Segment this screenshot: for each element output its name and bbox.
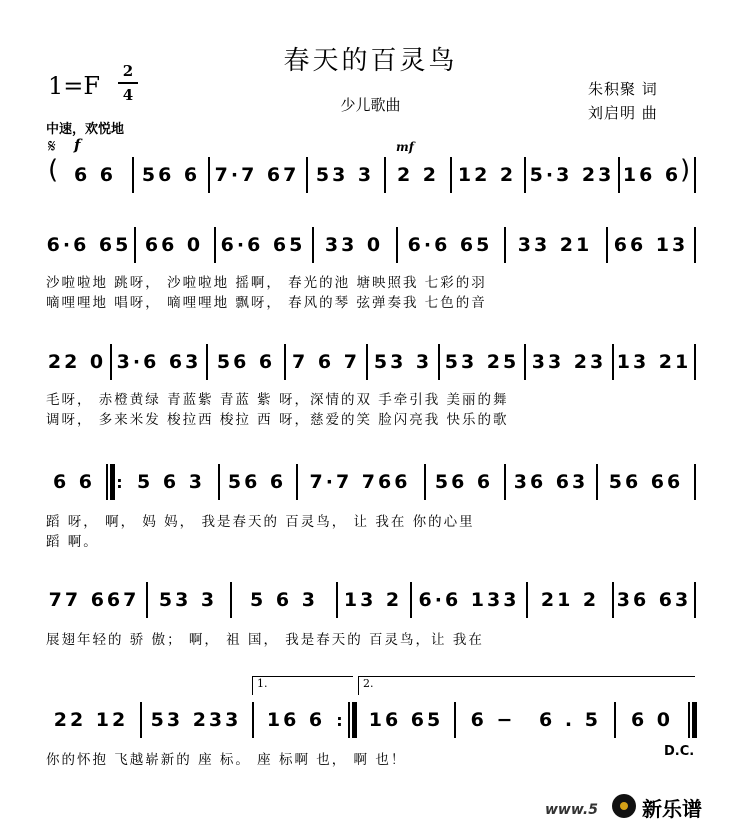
- measure: 21 2: [540, 589, 600, 611]
- segno-icon: 𝄋: [48, 136, 56, 157]
- repeat-end-barline: [348, 702, 350, 738]
- dynamic-mezzo-forte: mf: [396, 140, 414, 154]
- measure: 7·7 766: [309, 471, 411, 493]
- measure: 77 667: [48, 589, 140, 611]
- barline: [252, 702, 254, 738]
- barline: [524, 157, 526, 193]
- measure: 56 6: [227, 471, 287, 493]
- barline: [230, 582, 232, 618]
- measure: 53 3: [158, 589, 218, 611]
- barline: [336, 582, 338, 618]
- measure: 13 21: [616, 351, 692, 373]
- measure: 53 3: [315, 164, 375, 186]
- measure: 56 6: [434, 471, 494, 493]
- barline: [296, 464, 298, 500]
- website-watermark: www.5: [545, 802, 598, 818]
- lyric-line: 嘀哩哩地 唱呀， 嘀哩哩地 飘呀， 春风的琴 弦弹奏我 七色的音: [46, 295, 487, 311]
- barline: [524, 344, 526, 380]
- barline: [140, 702, 142, 738]
- measure: 6 0: [630, 709, 674, 731]
- key-signature: 1=F: [48, 72, 101, 100]
- measure: 6 . 5: [539, 709, 601, 731]
- measure: 56 6: [216, 351, 276, 373]
- measure: 36 63: [513, 471, 589, 493]
- barline: [694, 344, 696, 380]
- measure: 6·6 65: [220, 234, 306, 256]
- barline: [614, 702, 616, 738]
- measure: 33 23: [531, 351, 607, 373]
- measure: 36 63: [616, 589, 692, 611]
- measure: 12 2: [457, 164, 517, 186]
- barline: [694, 157, 696, 193]
- measure: 22 0: [47, 351, 107, 373]
- repeat-dots: :: [336, 710, 346, 730]
- barline: [214, 227, 216, 263]
- lyric-line: 蹈 呀， 啊， 妈 妈， 我是春天的 百灵鸟， 让 我在 你的心里: [46, 514, 475, 530]
- measure: 66 0: [144, 234, 204, 256]
- da-capo-marking: D.C.: [664, 744, 695, 759]
- score-row-2: [46, 225, 698, 265]
- measure: 33 21: [517, 234, 593, 256]
- measure: 7 6 7: [292, 351, 360, 373]
- lyric-line: 沙啦啦地 跳呀， 沙啦啦地 摇啊， 春光的池 塘映照我 七彩的羽: [46, 275, 487, 291]
- volta-first-ending: 1.: [252, 676, 353, 695]
- final-barline-thick: [692, 702, 697, 738]
- barline: [284, 344, 286, 380]
- score-row-1: [46, 155, 698, 195]
- barline: [504, 227, 506, 263]
- barline: [106, 464, 108, 500]
- lyric-line: 蹈 啊。: [46, 534, 99, 550]
- repeat-dots: :: [116, 472, 126, 492]
- dynamic-forte: f: [74, 136, 81, 154]
- final-barline: [688, 702, 690, 738]
- barline: [208, 157, 210, 193]
- logo-disc-center: [620, 802, 628, 810]
- measure: 53 3: [373, 351, 433, 373]
- barline: [206, 344, 208, 380]
- time-signature-top: 2: [122, 62, 134, 80]
- song-subtitle: 少儿歌曲: [340, 96, 401, 114]
- lyric-line: 展翅年轻的 骄 傲； 啊， 祖 国， 我是春天的 百灵鸟，让 我在: [46, 632, 484, 648]
- barline: [146, 582, 148, 618]
- measure: 6·6 133: [418, 589, 520, 611]
- lyric-line: 调呀， 多来米发 梭拉西 梭拉 西 呀，慈爱的笑 脸闪亮我 快乐的歌: [46, 412, 509, 428]
- barline: [694, 582, 696, 618]
- barline: [612, 582, 614, 618]
- volta-second-ending: 2.: [358, 676, 695, 695]
- repeat-start-barline: [110, 464, 115, 500]
- barline: [410, 582, 412, 618]
- measure: 33 0: [324, 234, 384, 256]
- barline: [612, 344, 614, 380]
- score-row-5: [46, 580, 698, 620]
- measure: 22 12: [53, 709, 129, 731]
- barline: [306, 157, 308, 193]
- open-paren: (: [48, 155, 59, 185]
- measure: 6·6 65: [46, 234, 132, 256]
- barline: [366, 344, 368, 380]
- repeat-end-barline-thick: [352, 702, 357, 738]
- barline: [396, 227, 398, 263]
- measure: 56 66: [608, 471, 684, 493]
- barline: [694, 464, 696, 500]
- measure: 53 25: [444, 351, 520, 373]
- barline: [694, 227, 696, 263]
- barline: [454, 702, 456, 738]
- measure: 5 6 3: [137, 471, 205, 493]
- barline: [618, 157, 620, 193]
- site-logo-text: 新乐谱: [642, 797, 702, 821]
- barline: [450, 157, 452, 193]
- time-signature-line: [118, 82, 138, 84]
- score-row-6: [46, 700, 698, 740]
- barline: [504, 464, 506, 500]
- song-title: 春天的百灵鸟: [283, 46, 458, 76]
- barline: [134, 227, 136, 263]
- measure: 13 2: [343, 589, 403, 611]
- lyric-line: 你的怀抱 飞越崭新的 座 标。 座 标啊 也， 啊 也！: [46, 752, 407, 768]
- score-row-3: [46, 342, 698, 382]
- barline: [596, 464, 598, 500]
- measure: 6·6 65: [407, 234, 493, 256]
- measure: 5 6 3: [250, 589, 318, 611]
- measure: 53 233: [150, 709, 242, 731]
- measure: 16 6: [266, 709, 326, 731]
- time-signature-bottom: 4: [122, 86, 134, 104]
- barline: [526, 582, 528, 618]
- measure: 3·6 63: [116, 351, 202, 373]
- close-paren: ): [680, 155, 691, 185]
- barline: [218, 464, 220, 500]
- measure: 6 6: [52, 471, 96, 493]
- barline: [438, 344, 440, 380]
- barline: [132, 157, 134, 193]
- score-row-4: [46, 462, 698, 502]
- measure: 6 −: [470, 709, 516, 731]
- measure: 56 6: [141, 164, 201, 186]
- measure: 16 6: [622, 164, 682, 186]
- barline: [424, 464, 426, 500]
- lyric-line: 毛呀， 赤橙黄绿 青蓝紫 青蓝 紫 呀，深情的双 手牵引我 美丽的舞: [46, 392, 509, 408]
- measure: 66 13: [613, 234, 689, 256]
- lyricist-credit: 朱积聚 词: [588, 80, 658, 98]
- measure: 7·7 67: [214, 164, 300, 186]
- barline: [312, 227, 314, 263]
- measure: 2 2: [396, 164, 440, 186]
- measure: 16 65: [368, 709, 444, 731]
- barline: [606, 227, 608, 263]
- measure: 5·3 23: [529, 164, 615, 186]
- measure: 6 6: [73, 164, 117, 186]
- tempo-marking: 中速，欢悦地: [46, 122, 125, 137]
- composer-credit: 刘启明 曲: [588, 104, 658, 122]
- barline: [384, 157, 386, 193]
- barline: [110, 344, 112, 380]
